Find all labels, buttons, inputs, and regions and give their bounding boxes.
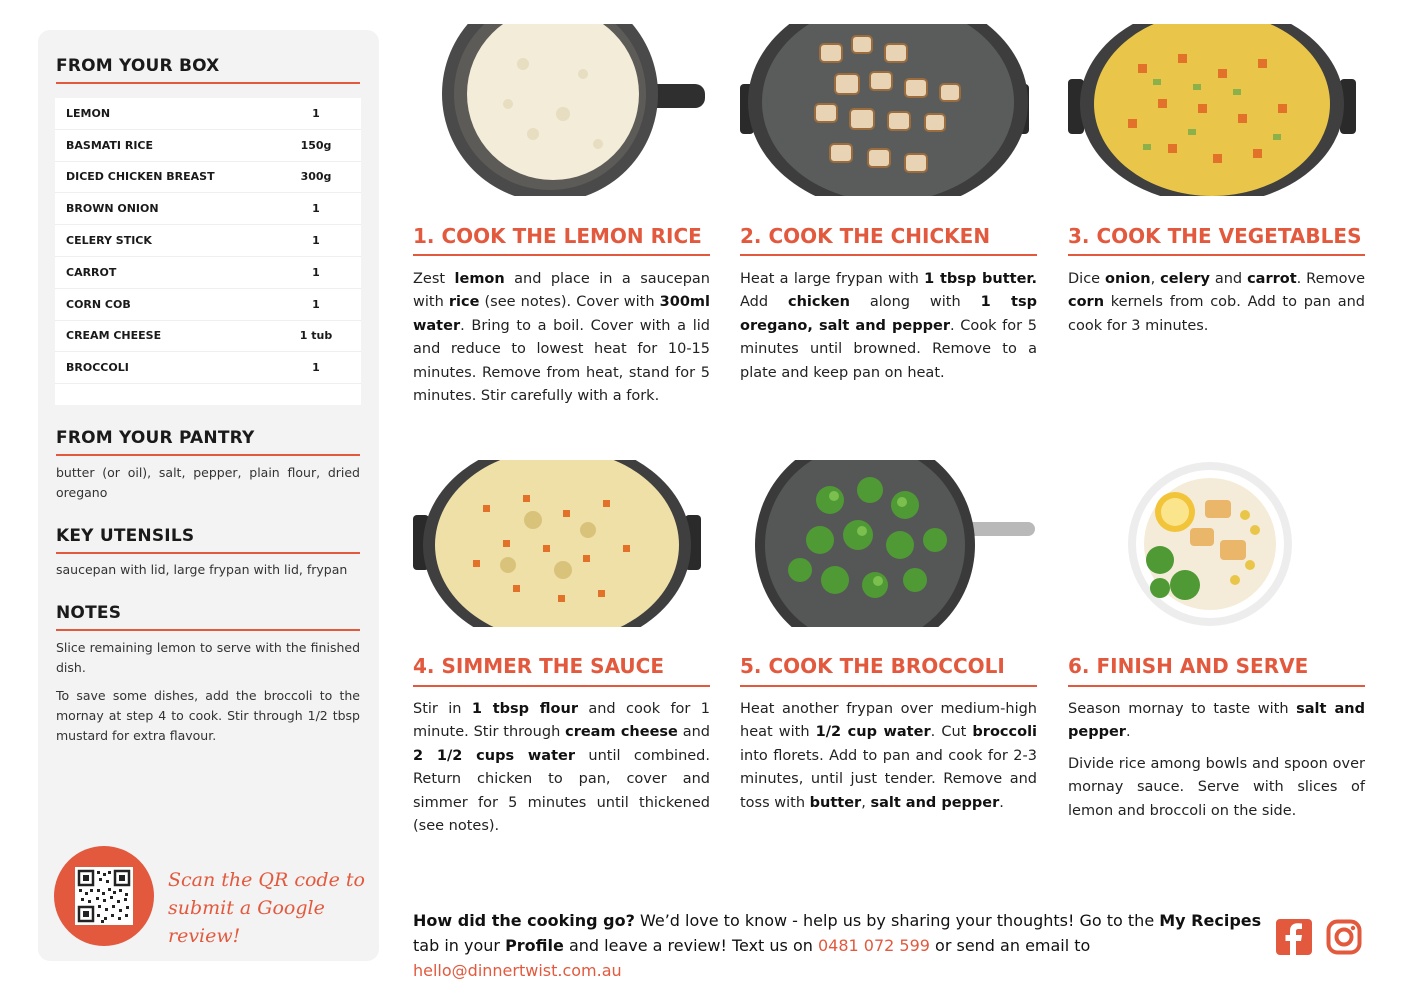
ingredient-qty: 1 <box>312 234 320 248</box>
step-text: (see notes). Cover with <box>479 294 660 311</box>
step-1-rule <box>413 254 710 256</box>
step-6-rule <box>1068 685 1365 687</box>
step-3-title: 3. COOK THE VEGETABLES <box>1068 224 1362 248</box>
step-text: . Cut <box>930 724 973 741</box>
instagram-icon[interactable] <box>1326 919 1362 955</box>
ingredient-row <box>55 162 361 194</box>
ingredient-row <box>55 225 361 257</box>
ingredient-qty: 1 tub <box>299 329 333 343</box>
step-1-title: 1. COOK THE LEMON RICE <box>413 224 702 248</box>
step-1-photo <box>413 24 710 196</box>
step-4-rule <box>413 685 710 687</box>
ingredient-row <box>55 193 361 225</box>
ingredient-row <box>55 130 361 162</box>
step-1-body <box>413 268 710 416</box>
pantry-heading: FROM YOUR PANTRY <box>56 428 255 448</box>
step-5-photo <box>740 460 1037 627</box>
pantry-heading-rule <box>56 454 360 456</box>
step-text-bold: chicken <box>788 294 850 311</box>
ingredient-name: CELERY STICK <box>66 234 152 248</box>
step-text-bold: 300ml water <box>413 294 710 334</box>
qr-caption-line-2: submit a Google review! <box>168 897 325 947</box>
qr-code-icon[interactable] <box>75 867 133 925</box>
ingredient-row <box>55 321 361 353</box>
feedback-text-4: or send an email to <box>929 936 1091 955</box>
step-text: , <box>861 794 871 811</box>
step-paragraph <box>413 698 710 838</box>
ingredient-name: CARROT <box>66 265 117 279</box>
ingredient-name: CREAM CHEESE <box>66 329 162 343</box>
qr-caption-line-1: Scan the QR code to <box>168 869 365 891</box>
notes-text-1: Slice remaining lemon to serve with the finished dish. <box>56 640 360 675</box>
step-text: until combined. Return chicken to pan, cover and simmer for 5 minutes until thickened (see notes). <box>413 747 710 835</box>
box-heading-rule <box>56 82 360 84</box>
feedback-text-1: We’d love to know - help us by sharing your thoughts! Go to the <box>634 911 1160 930</box>
step-paragraph <box>1068 698 1365 745</box>
step-text: . Bring to a boil. Cover with a lid and reduce to lowest heat for 10-15 minutes. Remove from heat, stand for 5 minutes. Stir carefully with a fork. <box>413 317 710 405</box>
step-text-bold: 1/2 cup water <box>815 724 931 741</box>
step-text: along with <box>849 294 981 311</box>
feedback-question: How did the cooking go? <box>413 911 635 930</box>
ingredient-row <box>55 352 361 384</box>
step-text-bold: 1 tbsp butter. <box>924 271 1038 287</box>
ingredient-qty: 1 <box>312 361 320 375</box>
step-text: . <box>999 794 1004 811</box>
step-text: Dice <box>1068 271 1106 287</box>
step-5-title: 5. COOK THE BROCCOLI <box>740 654 1005 678</box>
step-text-bold: salt and pepper <box>870 794 1000 811</box>
step-5-body <box>740 698 1037 823</box>
step-text-bold: 2 1/2 cups water <box>413 747 576 764</box>
step-text-bold: onion <box>1105 271 1151 287</box>
step-text: Stir in <box>413 701 472 717</box>
box-heading: FROM YOUR BOX <box>56 56 220 76</box>
step-text-bold: carrot <box>1247 271 1297 287</box>
ingredient-name: BROCCOLI <box>66 361 129 375</box>
ingredient-row <box>55 257 361 289</box>
step-text-bold: cream cheese <box>565 724 678 741</box>
step-6-title: 6. FINISH AND SERVE <box>1068 654 1309 678</box>
step-text: . <box>1125 724 1131 741</box>
ingredient-row <box>55 289 361 321</box>
step-text: Zest <box>413 271 455 287</box>
step-text-bold: 1 tsp oregano, salt and pepper <box>740 294 1037 334</box>
step-6-photo <box>1120 460 1300 627</box>
ingredients-table <box>55 98 361 405</box>
step-text: . Remove <box>1296 271 1366 287</box>
step-text: and cook for 1 minute. Stir through <box>413 701 710 741</box>
phone-link[interactable]: 0481 072 599 <box>817 936 930 955</box>
step-text-bold: broccoli <box>972 724 1038 741</box>
step-text-bold: butter <box>809 794 862 811</box>
step-text: kernels from cob. Add to pan and cook for 3 minutes. <box>1068 294 1365 334</box>
step-text: Heat another frypan over medium-high heat with <box>740 701 1037 741</box>
profile-label: Profile <box>505 936 564 955</box>
step-text: into florets. Add to pan and cook for 2-3 minutes, until just tender. Remove and toss with <box>740 747 1037 811</box>
step-text: and <box>1209 271 1248 287</box>
step-text: Add <box>740 294 788 311</box>
step-text-bold: rice <box>448 294 480 311</box>
ingredient-name: CORN COB <box>66 297 131 311</box>
step-text: . Cook for 5 minutes until browned. Remove to a plate and keep pan on heat. <box>740 317 1037 381</box>
step-3-photo <box>1068 24 1365 196</box>
step-3-rule <box>1068 254 1365 256</box>
qr-caption <box>168 866 368 950</box>
step-4-title: 4. SIMMER THE SAUCE <box>413 654 665 678</box>
ingredient-qty: 150g <box>300 138 332 152</box>
step-paragraph <box>1068 268 1365 338</box>
ingredient-qty: 1 <box>312 265 320 279</box>
step-2-title: 2. COOK THE CHICKEN <box>740 224 991 248</box>
step-2-rule <box>740 254 1037 256</box>
ingredient-name: LEMON <box>66 106 111 120</box>
utensils-text: saucepan with lid, large frypan with lid, frypan <box>56 562 348 577</box>
ingredient-qty: 300g <box>300 170 332 184</box>
step-2-photo <box>740 24 1037 196</box>
step-text-bold: 1 tbsp flour <box>471 701 578 717</box>
step-2-body <box>740 268 1037 393</box>
ingredient-qty: 1 <box>312 106 320 120</box>
facebook-icon[interactable] <box>1276 919 1312 955</box>
notes-text-2: To save some dishes, add the broccoli to the mornay at step 4 to cook. Stir through 1/2 tbsp mustard for extra flavour. <box>56 688 360 743</box>
ingredient-row <box>55 98 361 130</box>
step-paragraph <box>740 698 1037 815</box>
ingredient-name: DICED CHICKEN BREAST <box>66 170 215 184</box>
notes-heading: NOTES <box>56 603 122 623</box>
ingredient-name: BASMATI RICE <box>66 138 154 152</box>
pantry-text: butter (or oil), salt, pepper, plain flour, dried oregano <box>56 465 360 500</box>
feedback-footer <box>413 908 1273 983</box>
my-recipes-label: My Recipes <box>1159 911 1262 930</box>
step-text-bold: celery <box>1160 271 1210 287</box>
feedback-text-3: and leave a review! Text us on <box>563 936 818 955</box>
ingredient-name: BROWN ONION <box>66 202 159 216</box>
ingredient-qty: 1 <box>312 297 320 311</box>
notes-heading-rule <box>56 629 360 631</box>
step-paragraph <box>413 268 710 408</box>
step-paragraph <box>1068 753 1365 823</box>
step-3-body <box>1068 268 1365 346</box>
ingredient-qty: 1 <box>312 202 320 216</box>
sidebar <box>38 30 379 961</box>
step-text: Divide rice among bowls and spoon over mornay sauce. Serve with slices of lemon and broccoli on the side. <box>1068 755 1365 819</box>
step-paragraph <box>740 268 1037 385</box>
feedback-text-2: tab in your <box>413 936 506 955</box>
email-link[interactable]: hello@dinnertwist.com.au <box>413 961 622 980</box>
step-6-body <box>1068 698 1365 831</box>
step-text-bold: corn <box>1068 294 1105 311</box>
step-text-bold: lemon <box>454 271 505 287</box>
step-text: Season mornay to taste with <box>1068 701 1297 717</box>
utensils-heading: KEY UTENSILS <box>56 526 195 546</box>
qr-badge[interactable] <box>54 846 154 946</box>
step-text: and place in a saucepan with <box>413 271 710 311</box>
step-text-bold: salt and pepper <box>1068 701 1365 741</box>
step-text: Heat a large frypan with <box>740 271 925 287</box>
step-5-rule <box>740 685 1037 687</box>
step-text: , <box>1150 271 1161 287</box>
utensils-heading-rule <box>56 552 360 554</box>
step-4-body <box>413 698 710 846</box>
step-text: and <box>677 724 710 741</box>
step-4-photo <box>413 460 710 627</box>
